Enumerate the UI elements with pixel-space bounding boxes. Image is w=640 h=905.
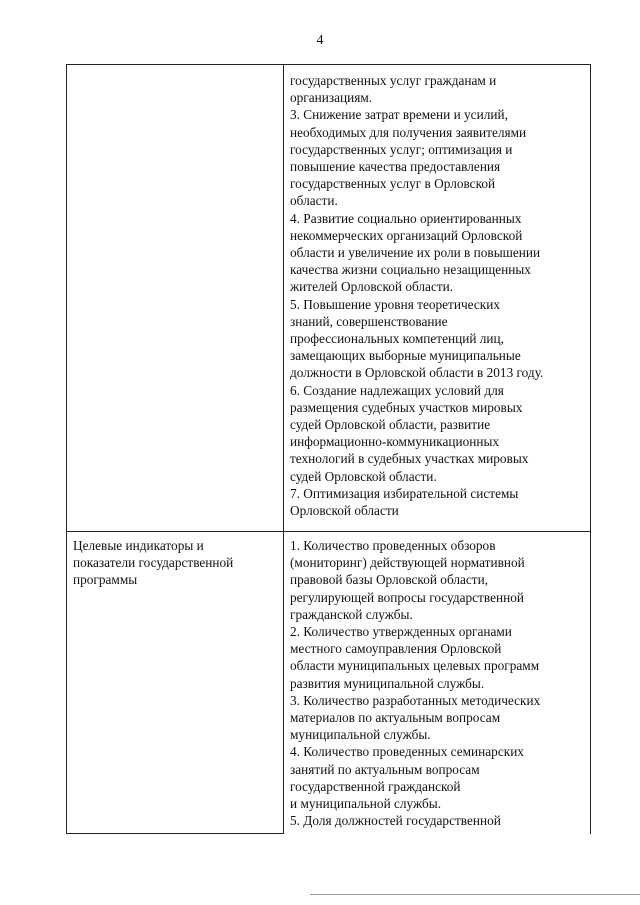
cell-text-line: некоммерческих организаций Орловской — [290, 227, 523, 243]
cell-text-line: 2. Количество утвержденных органами — [290, 624, 512, 640]
cell-text-line: 1. Количество проведенных обзоров — [290, 538, 496, 553]
table-row — [67, 65, 591, 532]
row-content-cell — [284, 65, 591, 532]
cell-text-line: Орловской области — [290, 503, 399, 519]
cell-text-line: и муниципальной службы. — [290, 796, 442, 812]
row-label-cell — [67, 65, 284, 532]
cell-text-line: государственных услуг; оптимизация и — [290, 141, 513, 157]
page-number: 4 — [316, 33, 324, 48]
cell-text-line: 4. Количество проведенных семинарских — [290, 744, 524, 760]
cell-text-line: судей Орловской области. — [290, 468, 437, 484]
cell-text-line: качества жизни социально незащищенных — [290, 262, 531, 278]
cell-text-line: муниципальной службы. — [290, 727, 431, 743]
cell-text-line: замещающих выборные муниципальные — [290, 348, 521, 364]
cell-text-line: профессиональных компетенций лиц, — [290, 331, 504, 347]
cell-text-line: 4. Развитие социально ориентированных — [290, 210, 522, 226]
cell-text-line: 6. Создание надлежащих условий для — [290, 382, 504, 398]
cell-text-line: местного самоуправления Орловской — [290, 641, 502, 657]
cell-text-line: 7. Оптимизация избирательной системы — [290, 485, 519, 501]
cell-text-line: жителей Орловской области. — [290, 279, 454, 295]
cell-text-line: развития муниципальной службы. — [290, 675, 485, 691]
cell-text-line: судей Орловской области, развитие — [290, 417, 491, 433]
cell-text-line: 5. Доля должностей государственной — [290, 813, 501, 829]
cell-text-line: гражданской службы. — [290, 606, 413, 622]
cell-text-line: 5. Повышение уровня теоретических — [290, 296, 501, 312]
cell-text-line: регулирующей вопросы государственной — [290, 589, 524, 605]
cell-text-line: области. — [290, 193, 338, 209]
program-passport-table — [66, 64, 591, 834]
cell-text-line: Целевые индикаторы и — [73, 538, 204, 553]
cell-text-line: размещения судебных участков мировых — [290, 399, 523, 415]
cell-text-line: государственных услуг в Орловской — [290, 176, 496, 192]
cell-text-line: знаний, совершенствование — [290, 313, 448, 329]
cell-text-line: государственной гражданской — [290, 778, 461, 794]
cell-text-line: государственных услуг гражданам и — [290, 73, 497, 88]
row-label-cell — [67, 532, 284, 834]
cell-text-line: области муниципальных целевых программ — [290, 658, 540, 674]
cell-text-line: области и увеличение их роли в повышении — [290, 245, 541, 261]
cell-text-line: должности в Орловской области в 2013 году. — [290, 365, 544, 381]
cell-text-line: 3. Снижение затрат времени и усилий, — [290, 107, 508, 123]
table-row — [67, 532, 591, 834]
cell-text-line: необходимых для получения заявителями — [290, 124, 527, 140]
cell-text-line: программы — [73, 572, 138, 588]
row-content-cell — [284, 532, 591, 834]
cell-text-line: материалов по актуальным вопросам — [290, 710, 501, 726]
cell-text-line: повышение качества предоставления — [290, 159, 501, 175]
cell-text-line: показатели государственной — [73, 555, 234, 571]
cell-text-line: 3. Количество разработанных методических — [290, 692, 541, 708]
cell-text-line: информационно-коммуникационных — [290, 434, 500, 450]
cell-text-line: правовой базы Орловской области, — [290, 572, 489, 588]
cell-text-line: организациям. — [290, 90, 373, 106]
cell-text-line: занятий по актуальным вопросам — [290, 761, 480, 777]
cell-text-line: технологий в судебных участках мировых — [290, 451, 529, 467]
page-bottom-rule — [310, 894, 640, 895]
cell-text-line: (мониторинг) действующей нормативной — [290, 555, 525, 571]
